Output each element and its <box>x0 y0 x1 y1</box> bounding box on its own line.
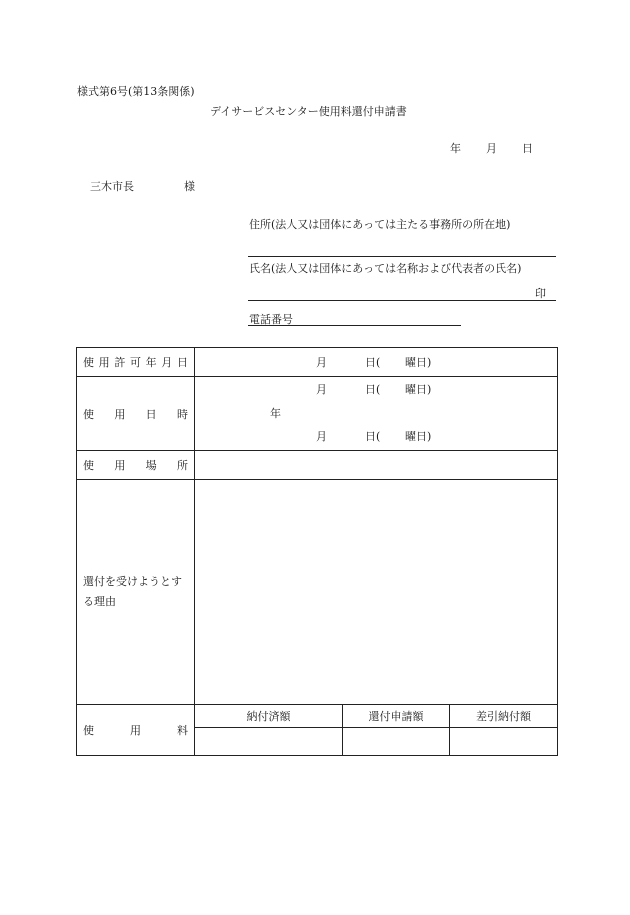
usage-datetime-field[interactable]: 月 日( 曜日) 年 月 日( 曜日) <box>195 377 558 451</box>
permit-date-field[interactable]: 月 日( 曜日) <box>195 348 558 377</box>
fee-header-row <box>77 705 558 728</box>
name-label: 氏名(法人又は団体にあっては名称および代表者の氏名) <box>249 262 522 275</box>
phone-line <box>248 325 461 326</box>
addressee-honorific: 様 <box>184 180 195 193</box>
date-day: 日 <box>522 142 533 155</box>
seal-mark: 印 <box>535 287 546 300</box>
net-amount-field[interactable] <box>450 728 558 756</box>
document-title: デイサービスセンター使用料還付申請書 <box>210 105 407 118</box>
reason-label: 還付を受けようとする理由 <box>77 480 195 705</box>
application-table <box>76 347 558 756</box>
usage-datetime-label: 使 用 日 時 <box>77 377 195 451</box>
name-line <box>248 300 556 301</box>
place-row <box>77 451 558 480</box>
net-amount-header: 差引納付額 <box>450 705 558 728</box>
reason-field[interactable] <box>195 480 558 705</box>
address-line <box>248 256 556 257</box>
reason-row <box>77 480 558 705</box>
paid-amount-field[interactable] <box>195 728 343 756</box>
refund-amount-header: 還付申請額 <box>343 705 450 728</box>
usage-datetime-row <box>77 377 558 451</box>
date-year: 年 <box>450 142 461 155</box>
phone-label: 電話番号 <box>249 313 293 326</box>
permit-date-label: 使 用 許 可 年 月 日 <box>77 348 195 377</box>
place-label: 使 用 場 所 <box>77 451 195 480</box>
fee-label: 使 用 料 <box>77 705 195 756</box>
form-number: 様式第6号(第13条関係) <box>77 85 195 98</box>
permit-date-row <box>77 348 558 377</box>
paid-amount-header: 納付済額 <box>195 705 343 728</box>
refund-amount-field[interactable] <box>343 728 450 756</box>
address-label: 住所(法人又は団体にあっては主たる事務所の所在地) <box>249 218 511 231</box>
place-field[interactable] <box>195 451 558 480</box>
date-month: 月 <box>486 142 497 155</box>
addressee-name: 三木市長 <box>90 180 134 193</box>
